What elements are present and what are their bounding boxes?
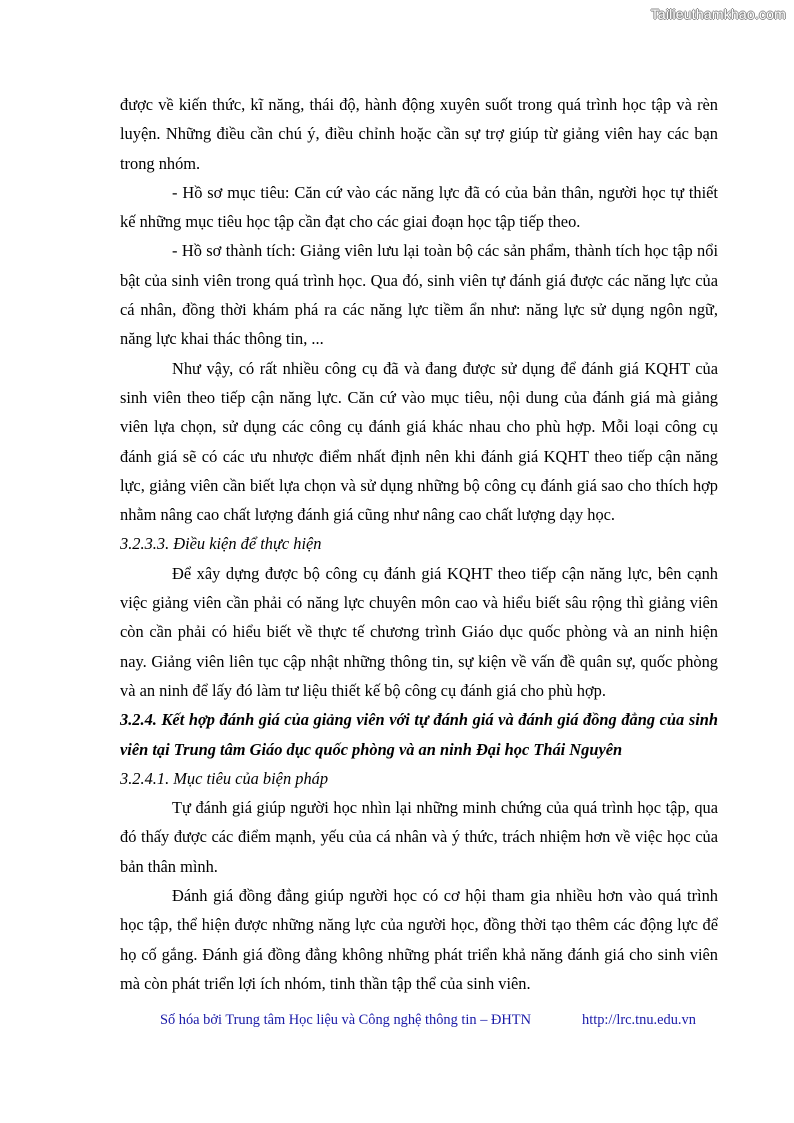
paragraph-goal-portfolio: - Hồ sơ mục tiêu: Căn cứ vào các năng lực đã có của bản thân, người học tự thiết kế những mục tiêu học tập cần đạt cho các giai đoạn học tập tiếp theo. [120, 182, 718, 232]
section-heading: 3.2.4. Kết hợp đánh giá của giảng viên với tự đánh giá và đánh giá đồng đẳng của sinh viên tại Trung tâm Giáo dục quốc phòng và an ninh Đại học Thái Nguyên [120, 710, 718, 759]
paragraph-achievement-portfolio: - Hồ sơ thành tích: Giảng viên lưu lại toàn bộ các sản phẩm, thành tích học tập nổi bật của sinh viên trong quá trình học. Qua đó, sinh viên tự đánh giá được các năng lực của cá nhân, đồng thời khám phá ra các năng lực tiềm ẩn như: năng lực sử dụng ngôn ngữ, năng lực khai thác thông tin, ... [120, 241, 718, 349]
paragraph-peer-assessment: Đánh giá đồng đẳng giúp người học có cơ hội tham gia nhiều hơn vào quá trình học tập, thể hiện được những năng lực của người học, đồng thời tạo thêm các động lực để họ cố gắng. Đánh giá đồng đẳng không những phát triển khả năng đánh giá cho sinh viên mà còn phát triển lợi ích nhóm, tinh thần tập thể của sinh viên. [120, 886, 718, 993]
subheading-objectives: 3.2.4.1. Mục tiêu của biện pháp [120, 768, 329, 788]
page-body [120, 90, 718, 998]
paragraph-continuation: được về kiến thức, kĩ năng, thái độ, hành động xuyên suốt trong quá trình học tập và rèn luyện. Những điều cần chú ý, điều chỉnh hoặc cần sự trợ giúp từ giảng viên hay các bạn trong nhóm. [120, 95, 718, 173]
watermark: Tailieuthamkhao.com [650, 6, 786, 22]
paragraph-conditions: Để xây dựng được bộ công cụ đánh giá KQHT theo tiếp cận năng lực, bên cạnh việc giảng viên cần phải có năng lực chuyên môn cao và hiểu biết sâu rộng thì giảng viên còn cần phải có hiểu biết về thực tế chương trình Giáo dục quốc phòng và an ninh hiện nay. Giảng viên liên tục cập nhật những thông tin, sự kiện về vấn đề quân sự, quốc phòng và an ninh để lấy đó làm tư liệu thiết kế bộ công cụ đánh giá cho phù hợp. [120, 563, 718, 700]
paragraph-summary: Như vậy, có rất nhiều công cụ đã và đang được sử dụng để đánh giá KQHT của sinh viên theo tiếp cận năng lực. Căn cứ vào mục tiêu, nội dung của đánh giá mà giảng viên lựa chọn, sử dụng các công cụ đánh giá khác nhau cho phù hợp. Mỗi loại công cụ đánh giá sẽ có các ưu nhược điểm nhất định nên khi đánh giá KQHT theo tiếp cận năng lực, giảng viên cần biết lựa chọn và sử dụng những bộ công cụ đánh giá sao cho thích hợp nhằm nâng cao chất lượng đánh giá cũng như nâng cao chất lượng dạy học. [120, 358, 718, 525]
subheading-conditions: 3.2.3.3. Điều kiện để thực hiện [120, 534, 322, 554]
paragraph-self-assessment: Tự đánh giá giúp người học nhìn lại những minh chứng của quá trình học tập, qua đó thấy được các điểm mạnh, yếu của cá nhân và ý thức, trách nhiệm hơn về việc học của bản thân mình. [120, 798, 718, 876]
footer-digitized-by: Số hóa bởi Trung tâm Học liệu và Công nghệ thông tin – ĐHTN [160, 1012, 531, 1028]
footer-url-link[interactable]: http://lrc.tnu.edu.vn [582, 1012, 696, 1028]
